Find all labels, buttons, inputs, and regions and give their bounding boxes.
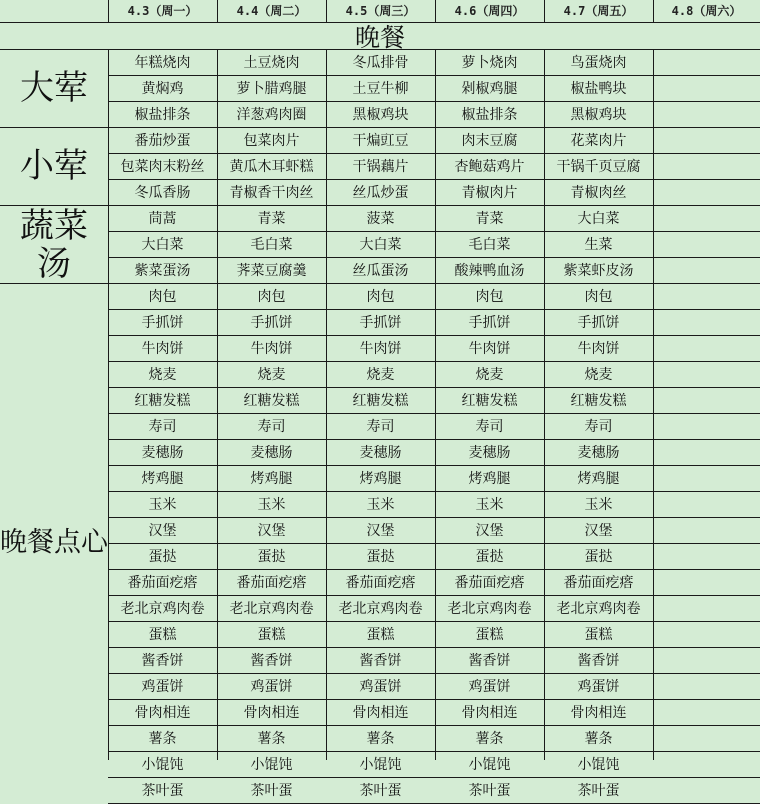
menu-cell[interactable]: 骨肉相连: [352, 705, 409, 721]
menu-cell[interactable]: 蛋挞: [584, 549, 613, 565]
grid-line: [108, 647, 760, 648]
menu-cell[interactable]: 黑椒鸡块: [570, 107, 627, 123]
menu-cell[interactable]: 土豆烧肉: [243, 55, 300, 71]
grid-line: [108, 75, 760, 76]
menu-cell[interactable]: 鸡蛋饼: [577, 679, 620, 695]
menu-cell[interactable]: 玉米: [257, 497, 286, 513]
menu-cell[interactable]: 烤鸡腿: [359, 471, 402, 487]
menu-cell[interactable]: 麦穗肠: [250, 445, 293, 461]
grid-line: [108, 751, 760, 752]
menu-cell[interactable]: 椒盐鸭块: [570, 81, 627, 97]
menu-cell[interactable]: 红糖发糕: [352, 393, 409, 409]
menu-cell[interactable]: 干煸豇豆: [352, 133, 409, 149]
menu-cell[interactable]: 剁椒鸡腿: [461, 81, 518, 97]
menu-cell[interactable]: 手抓饼: [359, 315, 402, 331]
menu-cell[interactable]: 麦穗肠: [577, 445, 620, 461]
menu-cell[interactable]: 黑椒鸡块: [352, 107, 409, 123]
meal-title: 晚餐: [354, 23, 405, 49]
menu-cell[interactable]: [653, 778, 760, 804]
menu-cell[interactable]: 青菜: [475, 211, 504, 227]
menu-cell[interactable]: 年糕烧肉: [134, 55, 191, 71]
menu-cell[interactable]: 菠菜: [366, 211, 395, 227]
menu-cell[interactable]: [653, 388, 760, 414]
menu-cell[interactable]: 薯条: [257, 731, 286, 747]
menu-cell[interactable]: 烤鸡腿: [250, 471, 293, 487]
menu-cell[interactable]: 小馄饨: [250, 757, 293, 773]
menu-cell[interactable]: 玉米: [148, 497, 177, 513]
menu-cell[interactable]: [653, 622, 760, 648]
grid-line: [326, 0, 327, 23]
grid-line: [108, 361, 760, 362]
grid-line: [108, 699, 760, 700]
menu-cell[interactable]: 丝瓜蛋汤: [352, 263, 409, 279]
menu-cell[interactable]: 汉堡: [257, 523, 286, 539]
menu-cell[interactable]: 番茄面疙瘩: [127, 575, 198, 591]
grid-line: [653, 49, 654, 760]
menu-cell[interactable]: 洋葱鸡肉圈: [236, 107, 307, 123]
menu-cell[interactable]: 小馄饨: [577, 757, 620, 773]
date-header-1[interactable]: 4.3（周一）: [127, 4, 198, 18]
grid-line: [108, 231, 760, 232]
menu-cell[interactable]: 番茄面疙瘩: [236, 575, 307, 591]
grid-line: [108, 0, 109, 23]
menu-cell[interactable]: 红糖发糕: [134, 393, 191, 409]
menu-cell[interactable]: 玉米: [366, 497, 395, 513]
category-label: 晚餐点心: [0, 527, 108, 558]
menu-cell[interactable]: [653, 700, 760, 726]
menu-cell[interactable]: [653, 414, 760, 440]
menu-cell[interactable]: 老北京鸡肉卷: [229, 601, 314, 617]
date-header-3[interactable]: 4.5（周三）: [345, 4, 416, 18]
menu-cell[interactable]: [653, 284, 760, 310]
menu-cell[interactable]: 蛋糕: [475, 627, 504, 643]
menu-cell[interactable]: [653, 570, 760, 596]
menu-cell[interactable]: 蛋糕: [257, 627, 286, 643]
menu-cell[interactable]: 烧麦: [148, 367, 177, 383]
grid-line: [217, 0, 218, 23]
menu-cell[interactable]: 冬瓜排骨: [352, 55, 409, 71]
menu-cell[interactable]: 烤鸡腿: [141, 471, 184, 487]
menu-cell[interactable]: [653, 544, 760, 570]
menu-cell[interactable]: 酱香饼: [250, 653, 293, 669]
menu-cell[interactable]: 烧麦: [475, 367, 504, 383]
menu-cell[interactable]: 番茄面疙瘩: [563, 575, 634, 591]
menu-cell[interactable]: 肉末豆腐: [461, 133, 518, 149]
menu-cell[interactable]: 牛肉饼: [250, 341, 293, 357]
grid-line: [108, 777, 760, 778]
date-header-2[interactable]: 4.4（周二）: [236, 4, 307, 18]
grid-line: [108, 725, 760, 726]
menu-cell[interactable]: 蛋糕: [366, 627, 395, 643]
menu-cell[interactable]: 玉米: [584, 497, 613, 513]
menu-cell[interactable]: 麦穗肠: [359, 445, 402, 461]
menu-cell[interactable]: 酱香饼: [577, 653, 620, 669]
menu-cell[interactable]: 毛白菜: [468, 237, 511, 253]
menu-cell[interactable]: 生菜: [584, 237, 613, 253]
menu-cell[interactable]: 紫菜虾皮汤: [563, 263, 634, 279]
menu-cell[interactable]: 寿司: [366, 419, 395, 435]
grid-line: [108, 49, 109, 760]
menu-cell[interactable]: [653, 648, 760, 674]
menu-cell[interactable]: [653, 206, 760, 232]
menu-cell[interactable]: 黄瓜木耳虾糕: [229, 159, 314, 175]
menu-cell[interactable]: 椒盐排条: [461, 107, 518, 123]
menu-cell[interactable]: [653, 674, 760, 700]
menu-cell[interactable]: 牛肉饼: [359, 341, 402, 357]
menu-cell[interactable]: 寿司: [148, 419, 177, 435]
grid-line: [108, 335, 760, 336]
menu-cell[interactable]: 酱香饼: [468, 653, 511, 669]
menu-cell[interactable]: 汉堡: [366, 523, 395, 539]
category-label: 蔬菜汤: [20, 206, 88, 281]
grid-line: [544, 0, 545, 23]
grid-line: [108, 257, 760, 258]
menu-cell[interactable]: 薯条: [584, 731, 613, 747]
menu-cell[interactable]: 蛋挞: [366, 549, 395, 565]
menu-cell[interactable]: 汉堡: [584, 523, 613, 539]
date-header-6[interactable]: 4.8（周六）: [671, 4, 742, 18]
menu-cell[interactable]: 小馄饨: [468, 757, 511, 773]
grid-line: [0, 127, 108, 128]
menu-cell[interactable]: 手抓饼: [250, 315, 293, 331]
menu-cell[interactable]: 汉堡: [475, 523, 504, 539]
menu-cell[interactable]: 肉包: [584, 289, 613, 305]
grid-line: [0, 205, 108, 206]
menu-cell[interactable]: [653, 492, 760, 518]
menu-cell[interactable]: 薯条: [366, 731, 395, 747]
menu-cell[interactable]: 茶叶蛋: [141, 783, 184, 799]
menu-cell[interactable]: 手抓饼: [468, 315, 511, 331]
menu-cell[interactable]: 番茄面疙瘩: [345, 575, 416, 591]
menu-cell[interactable]: 鸡蛋饼: [250, 679, 293, 695]
menu-cell[interactable]: 烧麦: [366, 367, 395, 383]
menu-cell[interactable]: 老北京鸡肉卷: [556, 601, 641, 617]
menu-cell[interactable]: 薯条: [148, 731, 177, 747]
menu-cell[interactable]: [653, 154, 760, 180]
grid-line: [0, 283, 108, 284]
menu-cell[interactable]: 蛋挞: [475, 549, 504, 565]
grid-line: [108, 309, 760, 310]
menu-cell[interactable]: 骨肉相连: [461, 705, 518, 721]
grid-line: [326, 49, 327, 760]
menu-cell[interactable]: [653, 466, 760, 492]
menu-cell[interactable]: [653, 518, 760, 544]
menu-cell[interactable]: [653, 726, 760, 752]
menu-cell[interactable]: 荠菜豆腐羹: [236, 263, 307, 279]
menu-cell[interactable]: 茶叶蛋: [359, 783, 402, 799]
menu-cell[interactable]: [653, 128, 760, 154]
menu-cell[interactable]: 薯条: [475, 731, 504, 747]
menu-cell[interactable]: 黄焖鸡: [141, 81, 184, 97]
grid-line: [108, 595, 760, 596]
menu-cell[interactable]: 青菜: [257, 211, 286, 227]
menu-cell[interactable]: 茼蒿: [148, 211, 177, 227]
menu-cell[interactable]: 椒盐排条: [134, 107, 191, 123]
menu-cell[interactable]: 酱香饼: [141, 653, 184, 669]
menu-cell[interactable]: 紫菜蛋汤: [134, 263, 191, 279]
menu-cell[interactable]: 干锅千页豆腐: [556, 159, 641, 175]
grid-line: [108, 127, 760, 128]
menu-cell[interactable]: 手抓饼: [141, 315, 184, 331]
grid-line: [108, 205, 760, 206]
menu-cell[interactable]: 小馄饨: [141, 757, 184, 773]
menu-cell[interactable]: 丝瓜炒蛋: [352, 185, 409, 201]
menu-cell[interactable]: 肉包: [366, 289, 395, 305]
menu-cell[interactable]: 包菜肉片: [243, 133, 300, 149]
grid-line: [544, 49, 545, 760]
menu-cell[interactable]: 鸡蛋饼: [468, 679, 511, 695]
grid-line: [108, 491, 760, 492]
grid-line: [108, 413, 760, 414]
grid-line: [435, 49, 436, 760]
grid-line: [108, 465, 760, 466]
menu-cell[interactable]: 牛肉饼: [577, 341, 620, 357]
menu-cell[interactable]: [653, 752, 760, 778]
menu-cell[interactable]: [653, 362, 760, 388]
menu-cell[interactable]: 青椒肉片: [461, 185, 518, 201]
menu-cell[interactable]: 骨肉相连: [134, 705, 191, 721]
menu-cell[interactable]: [653, 596, 760, 622]
menu-cell[interactable]: 骨肉相连: [570, 705, 627, 721]
grid-line: [108, 49, 760, 50]
menu-cell[interactable]: 寿司: [257, 419, 286, 435]
menu-cell[interactable]: 茶叶蛋: [250, 783, 293, 799]
menu-cell[interactable]: 萝卜烧肉: [461, 55, 518, 71]
menu-cell[interactable]: 牛肉饼: [468, 341, 511, 357]
menu-cell[interactable]: 蛋糕: [148, 627, 177, 643]
menu-cell[interactable]: [653, 258, 760, 284]
menu-cell[interactable]: 杏鲍菇鸡片: [454, 159, 525, 175]
menu-cell[interactable]: 酱香饼: [359, 653, 402, 669]
menu-cell[interactable]: 青椒肉丝: [570, 185, 627, 201]
menu-cell[interactable]: 大白菜: [141, 237, 184, 253]
grid-line: [108, 179, 760, 180]
grid-line: [435, 0, 436, 23]
menu-cell[interactable]: 汉堡: [148, 523, 177, 539]
menu-cell[interactable]: [653, 440, 760, 466]
grid-line: [108, 517, 760, 518]
menu-cell[interactable]: 烤鸡腿: [468, 471, 511, 487]
grid-line: [108, 543, 760, 544]
menu-cell[interactable]: 酸辣鸭血汤: [454, 263, 525, 279]
menu-cell[interactable]: 老北京鸡肉卷: [447, 601, 532, 617]
grid-line: [108, 673, 760, 674]
menu-cell[interactable]: 红糖发糕: [570, 393, 627, 409]
menu-cell[interactable]: [653, 336, 760, 362]
menu-cell[interactable]: [653, 232, 760, 258]
menu-cell[interactable]: 青椒香干肉丝: [229, 185, 314, 201]
date-header-5[interactable]: 4.7（周五）: [563, 4, 634, 18]
menu-cell[interactable]: 包菜肉末粉丝: [120, 159, 205, 175]
grid-line: [0, 49, 108, 50]
grid-line: [108, 621, 760, 622]
menu-cell[interactable]: 干锅藕片: [352, 159, 409, 175]
menu-cell[interactable]: 烤鸡腿: [577, 471, 620, 487]
grid-line: [108, 439, 760, 440]
menu-cell[interactable]: 茶叶蛋: [577, 783, 620, 799]
grid-line: [653, 0, 654, 23]
menu-cell[interactable]: 花菜肉片: [570, 133, 627, 149]
menu-cell[interactable]: 牛肉饼: [141, 341, 184, 357]
date-header-4[interactable]: 4.6（周四）: [454, 4, 525, 18]
menu-cell[interactable]: 老北京鸡肉卷: [338, 601, 423, 617]
category-label: 小荤: [20, 146, 88, 186]
menu-cell[interactable]: 麦穗肠: [468, 445, 511, 461]
menu-cell[interactable]: 老北京鸡肉卷: [120, 601, 205, 617]
menu-cell[interactable]: [653, 102, 760, 128]
menu-cell[interactable]: 烧麦: [584, 367, 613, 383]
grid-line: [108, 101, 760, 102]
menu-cell[interactable]: 红糖发糕: [243, 393, 300, 409]
menu-cell[interactable]: 红糖发糕: [461, 393, 518, 409]
menu-cell[interactable]: 骨肉相连: [243, 705, 300, 721]
menu-cell[interactable]: 肉包: [148, 289, 177, 305]
grid-line: [217, 49, 218, 760]
menu-cell[interactable]: [653, 180, 760, 206]
menu-cell[interactable]: 麦穗肠: [141, 445, 184, 461]
grid-line: [108, 153, 760, 154]
menu-cell[interactable]: [653, 76, 760, 102]
menu-cell[interactable]: 玉米: [475, 497, 504, 513]
menu-cell[interactable]: 鸡蛋饼: [359, 679, 402, 695]
menu-cell[interactable]: 大白菜: [577, 211, 620, 227]
menu-cell[interactable]: 萝卜腊鸡腿: [236, 81, 307, 97]
menu-cell[interactable]: [653, 310, 760, 336]
grid-line: [0, 22, 760, 23]
menu-cell[interactable]: 蛋挞: [257, 549, 286, 565]
menu-cell[interactable]: 烧麦: [257, 367, 286, 383]
menu-cell[interactable]: 蛋糕: [584, 627, 613, 643]
menu-cell[interactable]: 寿司: [475, 419, 504, 435]
menu-cell[interactable]: 小馄饨: [359, 757, 402, 773]
grid-line: [108, 283, 760, 284]
menu-cell[interactable]: 肉包: [475, 289, 504, 305]
menu-cell[interactable]: 番茄面疙瘩: [454, 575, 525, 591]
menu-cell[interactable]: 寿司: [584, 419, 613, 435]
menu-cell[interactable]: [653, 50, 760, 76]
menu-cell[interactable]: 番茄炒蛋: [134, 133, 191, 149]
menu-cell[interactable]: 肉包: [257, 289, 286, 305]
menu-cell[interactable]: 土豆牛柳: [352, 81, 409, 97]
menu-cell[interactable]: 手抓饼: [577, 315, 620, 331]
menu-cell[interactable]: 鸡蛋饼: [141, 679, 184, 695]
menu-cell[interactable]: 大白菜: [359, 237, 402, 253]
grid-line: [108, 569, 760, 570]
category-label: 大荤: [20, 68, 88, 108]
menu-cell[interactable]: 鸟蛋烧肉: [570, 55, 627, 71]
menu-cell[interactable]: 茶叶蛋: [468, 783, 511, 799]
menu-cell[interactable]: 毛白菜: [250, 237, 293, 253]
menu-cell[interactable]: 冬瓜香肠: [134, 185, 191, 201]
grid-line: [108, 387, 760, 388]
menu-cell[interactable]: 蛋挞: [148, 549, 177, 565]
